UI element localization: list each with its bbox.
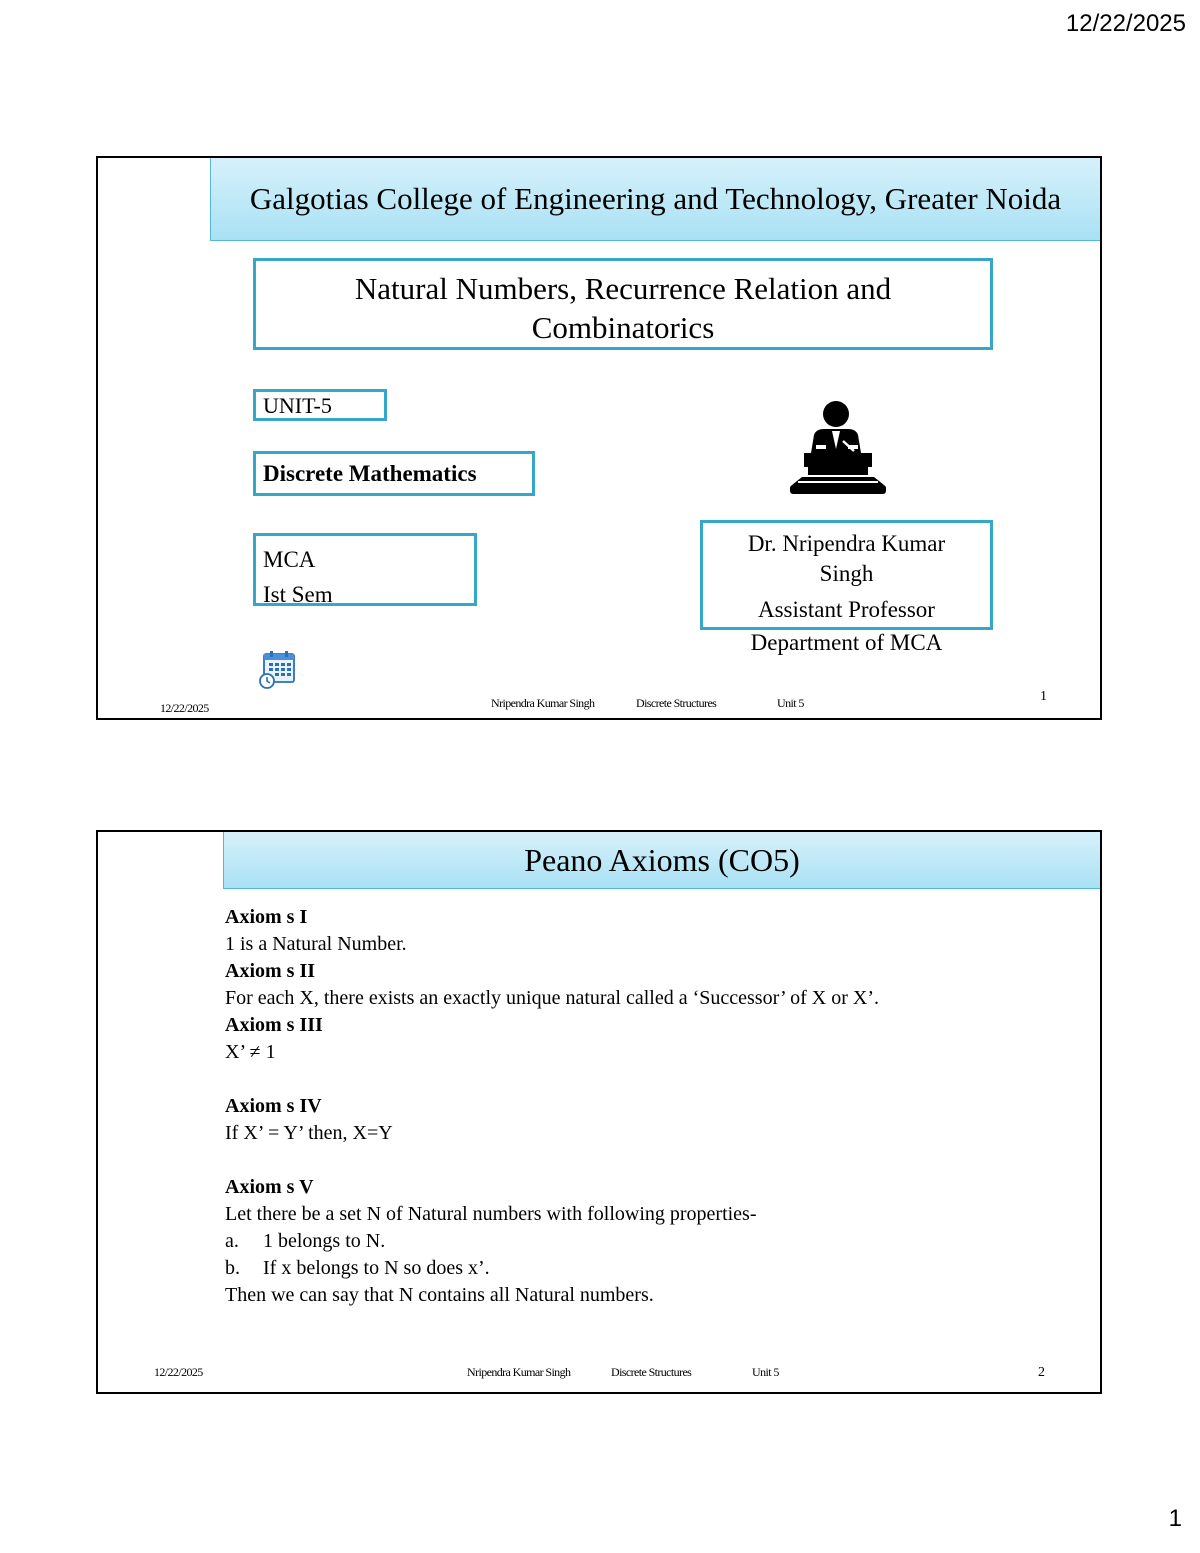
course-label <box>253 533 477 606</box>
axiom-1-heading: Axiom s I <box>225 906 308 928</box>
axiom-3-text: X’ ≠ 1 <box>225 1041 276 1063</box>
calendar-icon <box>259 650 297 690</box>
page-number: 1 <box>1168 1505 1182 1532</box>
axiom-5-heading: Axiom s V <box>225 1176 314 1198</box>
axiom-4-heading: Axiom s IV <box>225 1095 322 1117</box>
slide-1 <box>96 156 1102 720</box>
slide-1-footer-date: 12/22/2025 <box>160 701 209 715</box>
slide-2-footer-author: Nripendra Kumar Singh <box>467 1365 571 1379</box>
slide-1-title: Galgotias College of Engineering and Technology, Greater Noida <box>210 158 1100 241</box>
course-line-2: Ist Sem <box>263 582 333 607</box>
axiom-5-text: Let there be a set N of Natural numbers with following properties- <box>225 1203 757 1225</box>
subject-label: Discrete Mathematics <box>253 451 535 496</box>
axiom-2-heading: Axiom s II <box>225 960 316 982</box>
subtitle-line-1: Natural Numbers, Recurrence Relation and <box>354 271 892 306</box>
axiom-1-text: 1 is a Natural Number. <box>225 933 407 955</box>
subtitle-line-2: Combinatorics <box>531 310 715 345</box>
course-line-1: MCA <box>263 547 316 572</box>
author-box <box>700 520 993 630</box>
author-role: Assistant Professor <box>758 597 935 622</box>
slide-1-footer-unit: Unit 5 <box>777 696 804 710</box>
list-text-b: If x belongs to N so does x’. <box>263 1257 490 1279</box>
axiom-2-text: For each X, there exists an exactly unique natural called a ‘Successor’ of X or X’. <box>225 987 880 1009</box>
slide-2-footer-subject: Discrete Structures <box>611 1365 692 1379</box>
axiom-3-heading: Axiom s III <box>225 1014 323 1036</box>
slide-2-footer-date: 12/22/2025 <box>154 1365 203 1379</box>
slide-1-footer-author: Nripendra Kumar Singh <box>491 696 595 710</box>
slide-1-footer-subject: Discrete Structures <box>636 696 717 710</box>
slide-2-footer-unit: Unit 5 <box>752 1365 779 1379</box>
author-department: Department of MCA <box>750 630 943 655</box>
page-date: 12/22/2025 <box>1065 10 1186 37</box>
author-name-line-1: Dr. Nripendra Kumar <box>747 531 946 556</box>
slide-2-title: Peano Axioms (CO5) <box>223 832 1100 889</box>
slide-2 <box>96 830 1102 1394</box>
list-text-a: 1 belongs to N. <box>263 1230 386 1252</box>
list-item <box>225 1255 1085 1282</box>
author-name-line-2: Singh <box>819 561 874 586</box>
axiom-4-text: If X’ = Y’ then, X=Y <box>225 1122 393 1144</box>
list-marker-b: b. <box>225 1257 240 1279</box>
axioms-conclusion: Then we can say that N contains all Natural numbers. <box>225 1284 654 1306</box>
axioms-list <box>225 904 1085 1309</box>
unit-label: UNIT-5 <box>253 389 387 421</box>
list-item <box>225 1228 1085 1255</box>
slide-1-subtitle <box>253 258 993 350</box>
slide-1-number: 1 <box>1040 689 1047 704</box>
slide-2-number: 2 <box>1038 1365 1045 1380</box>
list-marker-a: a. <box>225 1230 239 1252</box>
speaker-at-podium-icon <box>788 401 888 497</box>
